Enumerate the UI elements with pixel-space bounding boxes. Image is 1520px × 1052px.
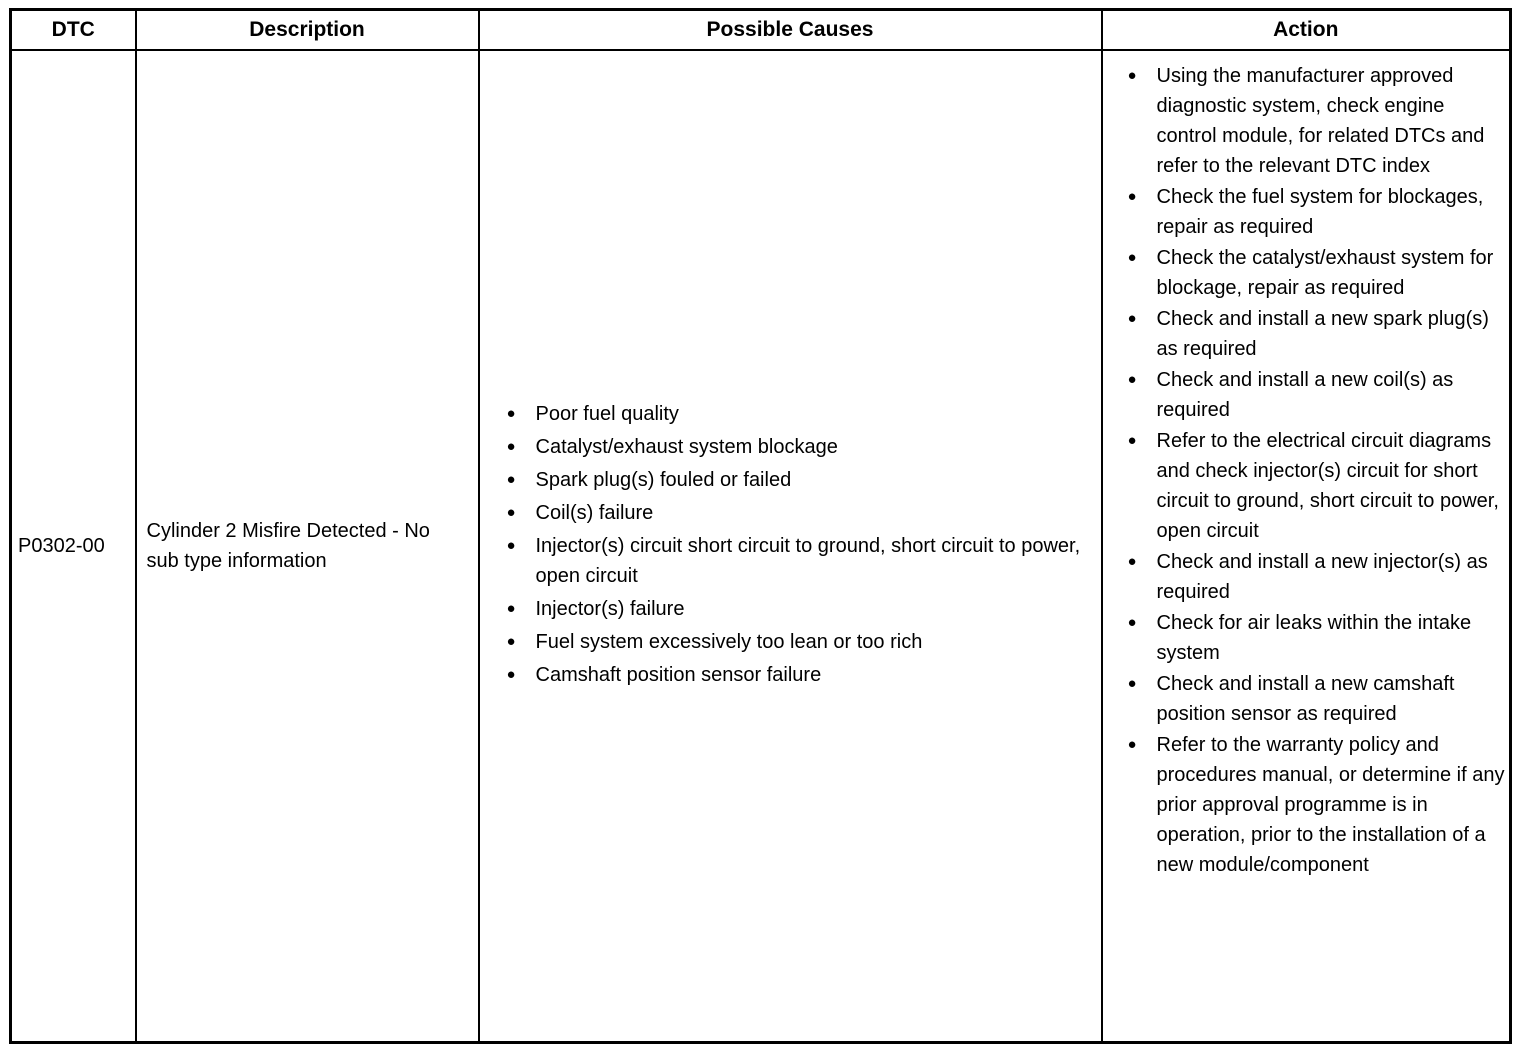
header-row (11, 10, 1511, 51)
action-item: ● Check and install a new spark plug(s) as required (1123, 304, 1506, 364)
possible-causes-list (488, 399, 1093, 690)
cause-item: ● Poor fuel quality (502, 399, 1093, 429)
dtc-code-cell: P0302-00 (11, 50, 136, 1043)
action-item: ● Refer to the warranty policy and procedures manual, or determine if any prior approval programme is in operation, prior to the installation of a new module/component (1123, 730, 1506, 880)
header-action: Action (1102, 10, 1511, 51)
table-body (11, 50, 1511, 1043)
cause-item: ● Spark plug(s) fouled or failed (502, 465, 1093, 495)
action-item: ● Check the catalyst/exhaust system for blockage, repair as required (1123, 243, 1506, 303)
cause-item: ● Injector(s) circuit short circuit to ground, short circuit to power, open circuit (502, 531, 1093, 591)
table-row (11, 50, 1511, 1043)
action-item: ● Refer to the electrical circuit diagrams and check injector(s) circuit for short circuit to ground, short circuit to power, open circuit (1123, 426, 1506, 546)
header-possible-causes: Possible Causes (479, 10, 1102, 51)
action-item: ● Check and install a new injector(s) as required (1123, 547, 1506, 607)
action-list (1109, 61, 1506, 880)
action-item: ● Using the manufacturer approved diagnostic system, check engine control module, for related DTCs and refer to the relevant DTC index (1123, 61, 1506, 181)
cause-item: ● Fuel system excessively too lean or too rich (502, 627, 1093, 657)
cause-item: ● Coil(s) failure (502, 498, 1093, 528)
header-description: Description (136, 10, 479, 51)
action-item: ● Check the fuel system for blockages, repair as required (1123, 182, 1506, 242)
header-dtc: DTC (11, 10, 136, 51)
cause-item: ● Injector(s) failure (502, 594, 1093, 624)
dtc-table (9, 8, 1512, 1044)
possible-causes-cell (479, 50, 1102, 1043)
cause-item: ● Camshaft position sensor failure (502, 660, 1093, 690)
cause-item: ● Catalyst/exhaust system blockage (502, 432, 1093, 462)
description-cell: Cylinder 2 Misfire Detected - No sub type information (136, 50, 479, 1043)
action-item: ● Check and install a new coil(s) as required (1123, 365, 1506, 425)
table-header (11, 10, 1511, 51)
action-item: ● Check and install a new camshaft position sensor as required (1123, 669, 1506, 729)
action-cell (1102, 50, 1511, 1043)
action-item: ● Check for air leaks within the intake system (1123, 608, 1506, 668)
